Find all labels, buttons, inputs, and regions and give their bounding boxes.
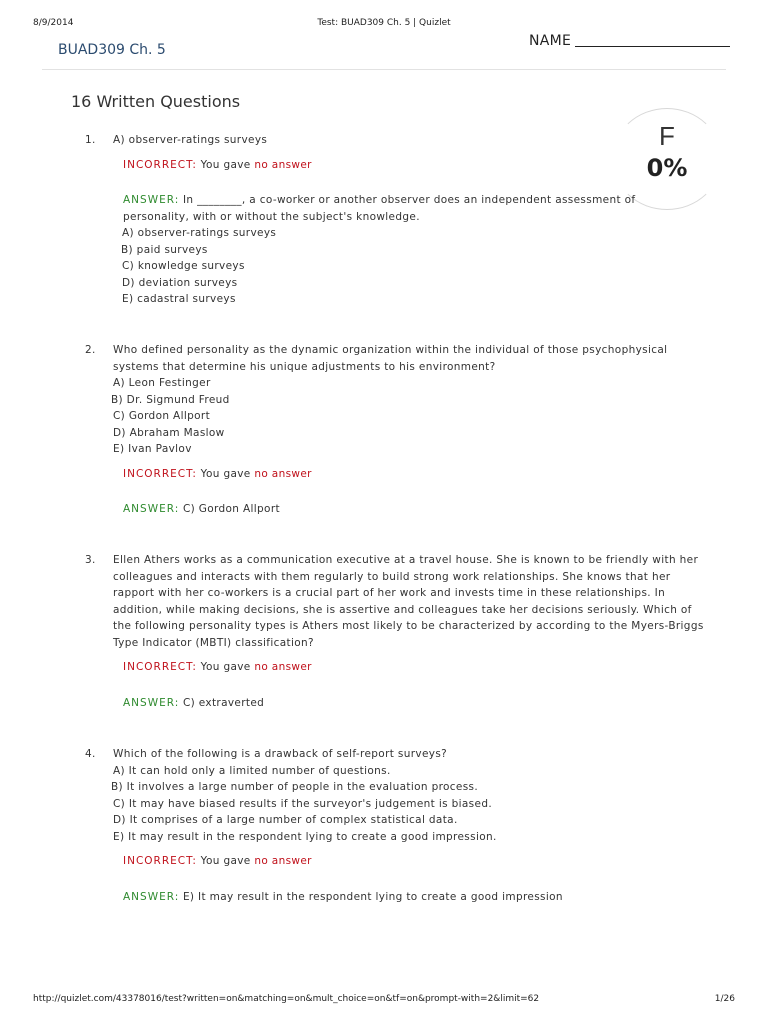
correct-answer [123,889,705,906]
section-title: 16 Written Questions [71,92,241,111]
you-gave-text: You gave [200,158,251,171]
correct-answer [123,192,705,308]
question-text: Which of the following is a drawback of self-report surveys? [113,748,448,760]
question-2 [85,342,705,518]
answer-text: E) It may result in the respondent lying to create a good impression [182,890,563,903]
question-4 [85,746,705,905]
answer-label: ANSWER: [123,890,180,903]
answer-label: ANSWER: [123,194,180,206]
question-number: 1. [85,134,96,146]
option: D) It comprises of a large number of complex statistical data. [113,814,458,826]
incorrect-label: INCORRECT: [123,158,197,171]
option: C) Gordon Allport [113,410,211,422]
name-label: NAME [529,33,572,49]
correct-answer [123,501,705,518]
answer-option: D) deviation surveys [122,276,238,289]
header-divider [42,69,726,70]
answer-option: E) cadastral surveys [122,293,236,305]
answer-option: C) knowledge surveys [122,260,245,272]
option: A) It can hold only a limited number of questions. [113,764,391,777]
question-3 [85,552,705,711]
option: E) Ivan Pavlov [113,443,192,455]
given-answer: no answer [254,158,312,171]
question-number: 3. [85,554,96,566]
answer-option: B) paid surveys [121,243,208,256]
question-1 [85,132,705,308]
grade-letter: F [659,121,675,151]
set-title-link[interactable]: BUAD309 Ch. 5 [58,42,166,58]
option: E) It may result in the respondent lying to create a good impression. [113,830,497,843]
option: C) It may have biased results if the surveyor's judgement is biased. [113,797,493,810]
answer-label: ANSWER: [123,503,180,515]
correct-answer [123,695,705,712]
option: B) It involves a large number of people in the evaluation process. [111,781,479,793]
option: D) Abraham Maslow [113,426,225,439]
incorrect-label: INCORRECT: [123,661,197,673]
question-text: A) observer-ratings surveys [113,134,268,146]
incorrect-label: INCORRECT: [123,467,197,480]
feedback-incorrect [123,157,705,174]
question-text: Ellen Athers works as a communication executive at a travel house. She is known to be friendly with her colleagues and interacts with them regularly to build strong work relationships. She knows that her rapport with her co-workers is a crucial part of her work and invests time in these relationships. In addition, while making decisions, she is assertive and colleagues take her decisions seriously. Which of the following personality types is Athers most likely to be characterized by according to the Myers-Briggs Type Indicator (MBTI) classification? [113,554,704,649]
answer-prompt: In ________, a co-worker or another observer does an independent assessment of personality, with or without the subject's knowledge. [123,194,636,223]
question-number: 4. [85,748,96,760]
name-blank-line [575,34,730,47]
print-header [33,18,735,32]
option: B) Dr. Sigmund Freud [111,393,230,406]
feedback-incorrect [123,466,705,483]
option: A) Leon Festinger [113,377,211,389]
print-page-title: Test: BUAD309 Ch. 5 | Quizlet [317,18,451,28]
you-gave-text: You gave [200,467,251,480]
page-number: 1/26 [714,994,735,1004]
you-gave-text: You gave [200,855,251,867]
question-text: Who defined personality as the dynamic organization within the individual of those psychophysical systems that determine his unique adjustments to his environment? [113,344,668,373]
given-answer: no answer [254,855,312,867]
you-gave-text: You gave [200,661,251,673]
answer-option: A) observer-ratings surveys [122,227,277,239]
answer-text: C) Gordon Allport [182,503,280,515]
feedback-incorrect [123,853,705,870]
grade-percent: 0% [646,154,688,182]
print-url: http://quizlet.com/43378016/test?written=on&matching=on&mult_choice=on&tf=on&prompt-with=2&limit=62 [33,994,540,1004]
given-answer: no answer [254,467,312,480]
feedback-incorrect [123,659,705,676]
name-field [529,33,730,49]
given-answer: no answer [254,661,312,673]
answer-text: C) extraverted [182,696,265,709]
question-number: 2. [85,344,96,356]
print-date: 8/9/2014 [33,18,74,28]
incorrect-label: INCORRECT: [123,855,197,867]
answer-label: ANSWER: [123,696,180,709]
